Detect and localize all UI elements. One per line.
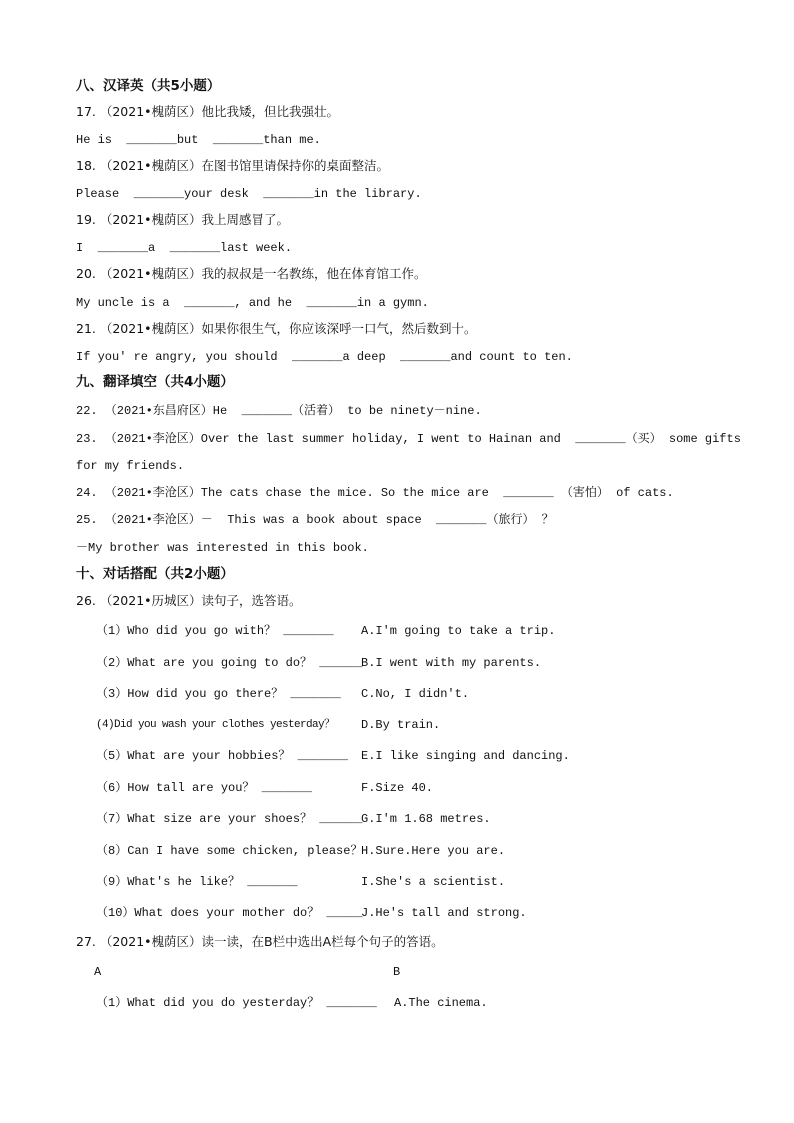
q27-row-1-question: （1）What did you do yesterday？ _______ <box>96 996 377 1010</box>
q21-answer-line: If you' re angry, you should _______a deep _______and count to ten. <box>76 350 573 364</box>
section-8-heading: 八、汉译英（共5小题） <box>76 78 221 94</box>
q21-stem: 21. （2021•槐荫区）如果你很生气，你应该深呼一口气，然后数到十。 <box>76 321 477 336</box>
q26-row-2-question: （2）What are you going to do？ ______ <box>96 656 363 670</box>
q26-row-7-answer: G.I'm 1.68 metres. <box>361 812 491 826</box>
q22-line: 22. （2021•东昌府区）He _______（活着） to be ninety－nine. <box>76 404 482 418</box>
q26-row-6-answer: F.Size 40. <box>361 781 434 795</box>
q17-stem: 17. （2021•槐荫区）他比我矮，但比我强壮。 <box>76 104 340 119</box>
q26-row-1-answer: A.I'm going to take a trip. <box>361 624 556 638</box>
q26-row-1-question: （1）Who did you go with？ _______ <box>96 624 334 638</box>
section-9-heading: 九、翻译填空（共4小题） <box>76 374 234 390</box>
q26-stem: 26. （2021•历城区）读句子，选答语。 <box>76 593 302 608</box>
q26-row-10-answer: J.He's tall and strong. <box>361 906 527 920</box>
q26-row-9-question: （9）What's he like？ _______ <box>96 875 298 889</box>
section-10-heading: 十、对话搭配（共2小题） <box>76 566 234 582</box>
q26-row-8-answer: H.Sure.Here you are. <box>361 844 506 858</box>
q27-column-a-header: A <box>94 965 102 979</box>
q26-row-5-answer: E.I like singing and dancing. <box>361 749 570 763</box>
q26-row-10-question: （10）What does your mother do？ _____ <box>96 906 363 920</box>
q26-row-7-question: （7）What size are your shoes？ ______ <box>96 812 363 826</box>
q20-answer-line: My uncle is a _______, and he _______in a gymn. <box>76 296 429 310</box>
q23-line-1: 23. （2021•李沧区）Over the last summer holiday, I went to Hainan and _______（买） some gifts <box>76 432 741 446</box>
q19-stem: 19. （2021•槐荫区）我上周感冒了。 <box>76 212 290 227</box>
q26-row-3-question: （3）How did you go there？ _______ <box>96 687 341 701</box>
q18-stem: 18. （2021•槐荫区）在图书馆里请保持你的桌面整洁。 <box>76 158 390 173</box>
q25-line-1: 25. （2021•李沧区）－ This was a book about space _______（旅行） ？ <box>76 513 554 527</box>
q19-answer-line: I _______a _______last week. <box>76 241 293 255</box>
q18-answer-line: Please _______your desk _______in the library. <box>76 187 422 201</box>
q17-answer-line: He is _______but _______than me. <box>76 133 321 147</box>
q27-row-1-answer: A.The cinema. <box>394 996 488 1010</box>
q26-row-9-answer: I.She's a scientist. <box>361 875 506 889</box>
q27-stem: 27. （2021•槐荫区）读一读，在B栏中选出A栏每个句子的答语。 <box>76 934 444 949</box>
q24-line: 24. （2021•李沧区）The cats chase the mice. So the mice are _______ （害怕） of cats. <box>76 486 674 500</box>
q26-row-4-answer: D.By train. <box>361 718 441 732</box>
q26-row-6-question: （6）How tall are you？ _______ <box>96 781 313 795</box>
q27-column-b-header: B <box>393 965 401 979</box>
q26-row-2-answer: B.I went with my parents. <box>361 656 542 670</box>
q26-row-3-answer: C.No, I didn't. <box>361 687 470 701</box>
q20-stem: 20. （2021•槐荫区）我的叔叔是一名教练，他在体育馆工作。 <box>76 266 427 281</box>
q26-row-8-question: （8）Can I have some chicken, please？ <box>96 844 363 858</box>
q25-line-2: －My brother was interested in this book. <box>76 541 369 555</box>
q23-line-2: for my friends. <box>76 459 185 473</box>
q26-row-5-question: （5）What are your hobbies？ _______ <box>96 749 349 763</box>
q26-row-4-question: (4)Did you wash your clothes yesterday？ <box>96 719 335 731</box>
